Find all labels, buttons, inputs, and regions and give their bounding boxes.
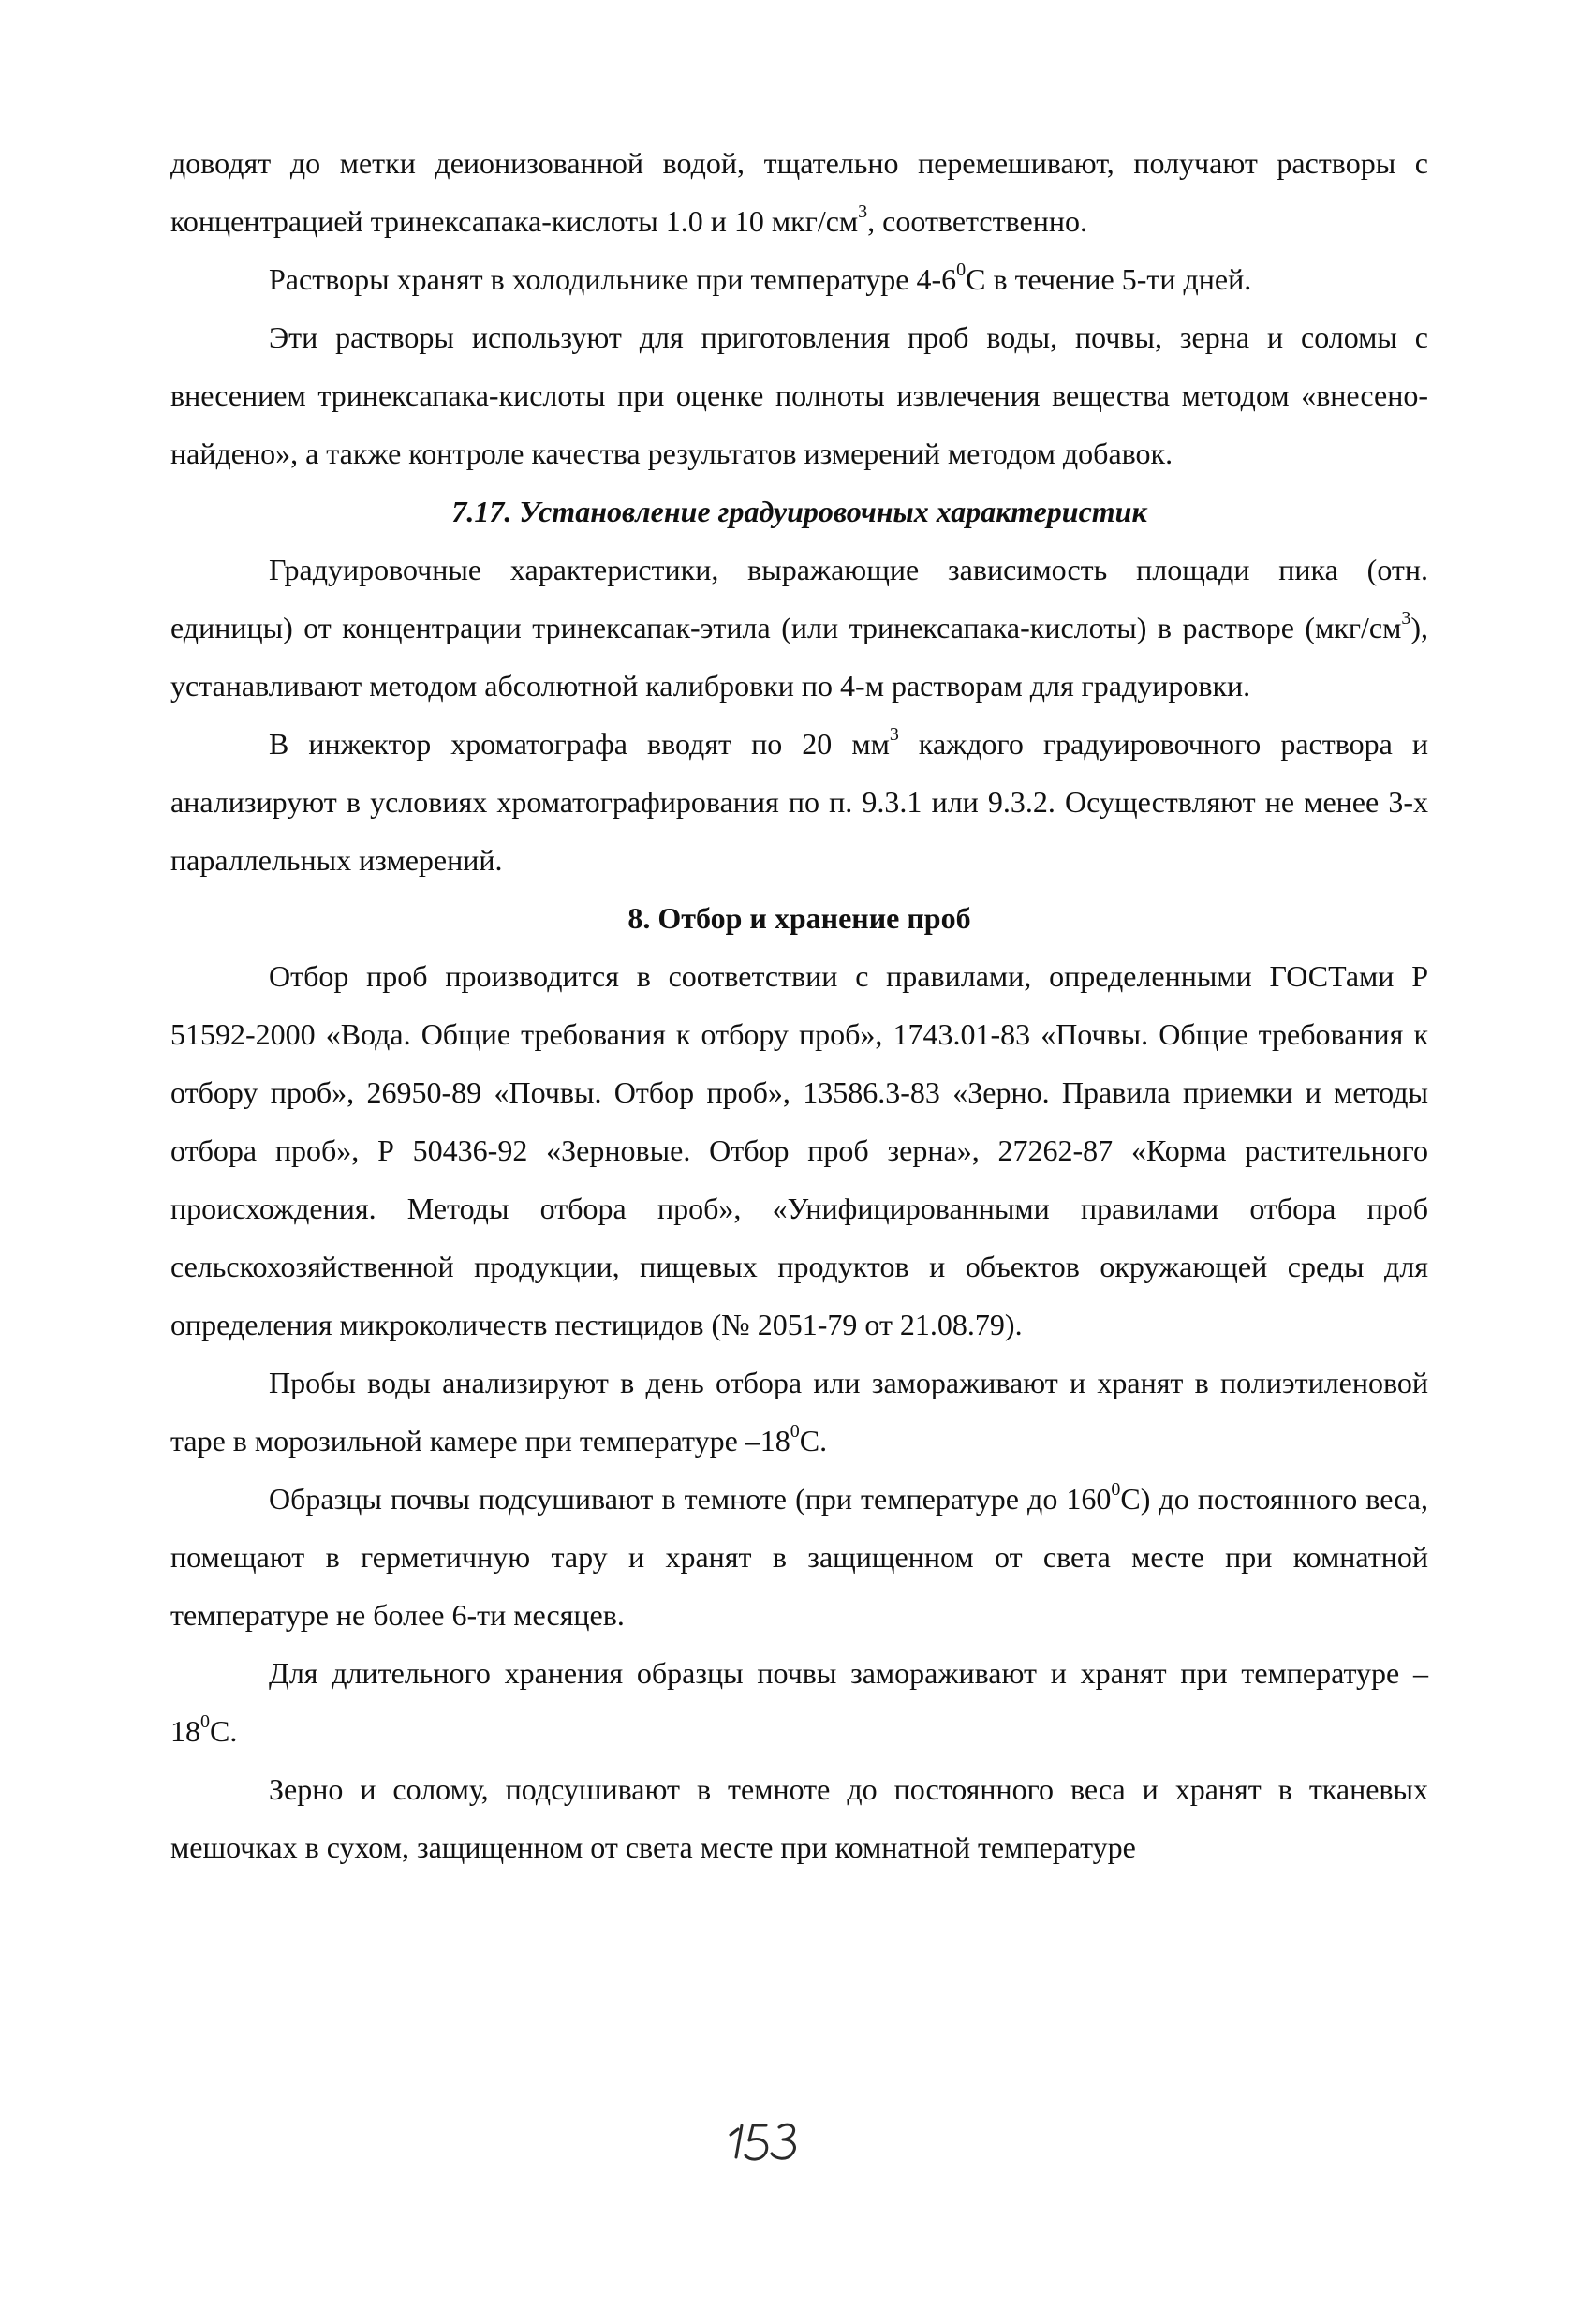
paragraph-solutions-usage (170, 308, 1428, 482)
text-run: С. (799, 1424, 828, 1458)
text-run: Образцы почвы подсушивают в темноте (при температуре до 160 (269, 1482, 1112, 1516)
paragraph-grain-straw (170, 1760, 1428, 1876)
text-run: Отбор проб производится в соответствии с правилами, определенными ГОСТами Р 51592-2000 «Вода. Общие требования к отбору проб», 1743.01-83 «Почвы. Общие требования к отбору проб», 26950-89 «Почвы. Отбор проб», 13586.3-83 «Зерно. Правила приемки и методы отбора проб», Р 50436-92 «Зерновые. Отбор проб зерна», 27262-87 «Корма растительного происхождения. Методы отбора проб», «Унифицированными правилами отбора проб сельскохозяйственной продукции, пищевых продуктов и объектов окружающей среды для определения микроколичеств пестицидов (№ 2051-79 от 21.08.79). (170, 959, 1428, 1341)
text-run: 7.17. Установление градуировочных характеристик (451, 495, 1147, 528)
text-run: ), устанавливают методом абсолютной калибровки по 4-м растворам для градуировки. (170, 611, 1428, 703)
text-run: С) до постоянного веса, помещают в герметичную тару и хранят в защищенном от света месте при комнатной температуре не более 6-ти месяцев. (170, 1482, 1429, 1632)
text-run: , соответственно. (867, 204, 1087, 238)
text-run: С. (210, 1714, 238, 1748)
superscript: 3 (1401, 608, 1411, 629)
superscript: 0 (200, 1711, 210, 1733)
section-heading-7-17 (170, 482, 1428, 540)
paragraph-continuation (170, 134, 1428, 250)
handwritten-page-number (656, 2112, 937, 2187)
paragraph-calibration-characteristics (170, 540, 1428, 715)
document-body (170, 134, 1428, 1876)
text-run: Зерно и солому, подсушивают в темноте до постоянного веса и хранят в тканевых мешочках в сухом, защищенном от света месте при комнатной температуре (170, 1772, 1428, 1864)
paragraph-storage-fridge (170, 250, 1428, 308)
superscript: 0 (790, 1421, 800, 1443)
section-heading-8 (170, 889, 1428, 947)
paragraph-long-term-storage (170, 1644, 1428, 1760)
paragraph-sampling-standards (170, 947, 1428, 1354)
superscript: 0 (956, 259, 967, 281)
text-run: С в течение 5-ти дней. (966, 262, 1252, 296)
text-run: В инжектор хроматографа вводят по 20 мм (269, 727, 890, 761)
superscript: 3 (858, 201, 868, 223)
text-run: Растворы хранят в холодильнике при температуре 4-6 (269, 262, 957, 296)
paragraph-water-samples (170, 1354, 1428, 1470)
superscript: 0 (1111, 1479, 1121, 1501)
text-run: Градуировочные характеристики, выражающие зависимость площади пика (отн. единицы) от концентрации тринексапак-этила (или тринексапака-кислоты) в растворе (мкг/см (170, 553, 1428, 644)
paragraph-soil-samples (170, 1470, 1428, 1644)
text-run: Эти растворы используют для приготовления проб воды, почвы, зерна и соломы с внесением тринексапака-кислоты при оценке полноты извлечения вещества методом «внесено-найдено», а также контроле качества результатов измерений методом добавок. (170, 320, 1428, 470)
text-run: 8. Отбор и хранение проб (627, 901, 971, 935)
text-run: каждого градуировочного раствора и анализируют в условиях хроматографирования по п. 9.3.1 или 9.3.2. Осуществляют не менее 3-х параллельных измерений. (170, 727, 1429, 877)
text-run: Для длительного хранения образцы почвы замораживают и хранят при температуре –18 (170, 1656, 1428, 1748)
text-run: доводят до метки деионизованной водой, тщательно перемешивают, получают растворы с концентрацией тринексапака-кислоты 1.0 и 10 мкг/см (170, 146, 1428, 238)
paragraph-injector (170, 715, 1428, 889)
superscript: 3 (889, 724, 899, 746)
text-run: Пробы воды анализируют в день отбора или замораживают и хранят в полиэтиленовой таре в морозильной камере при температуре –18 (170, 1366, 1428, 1458)
